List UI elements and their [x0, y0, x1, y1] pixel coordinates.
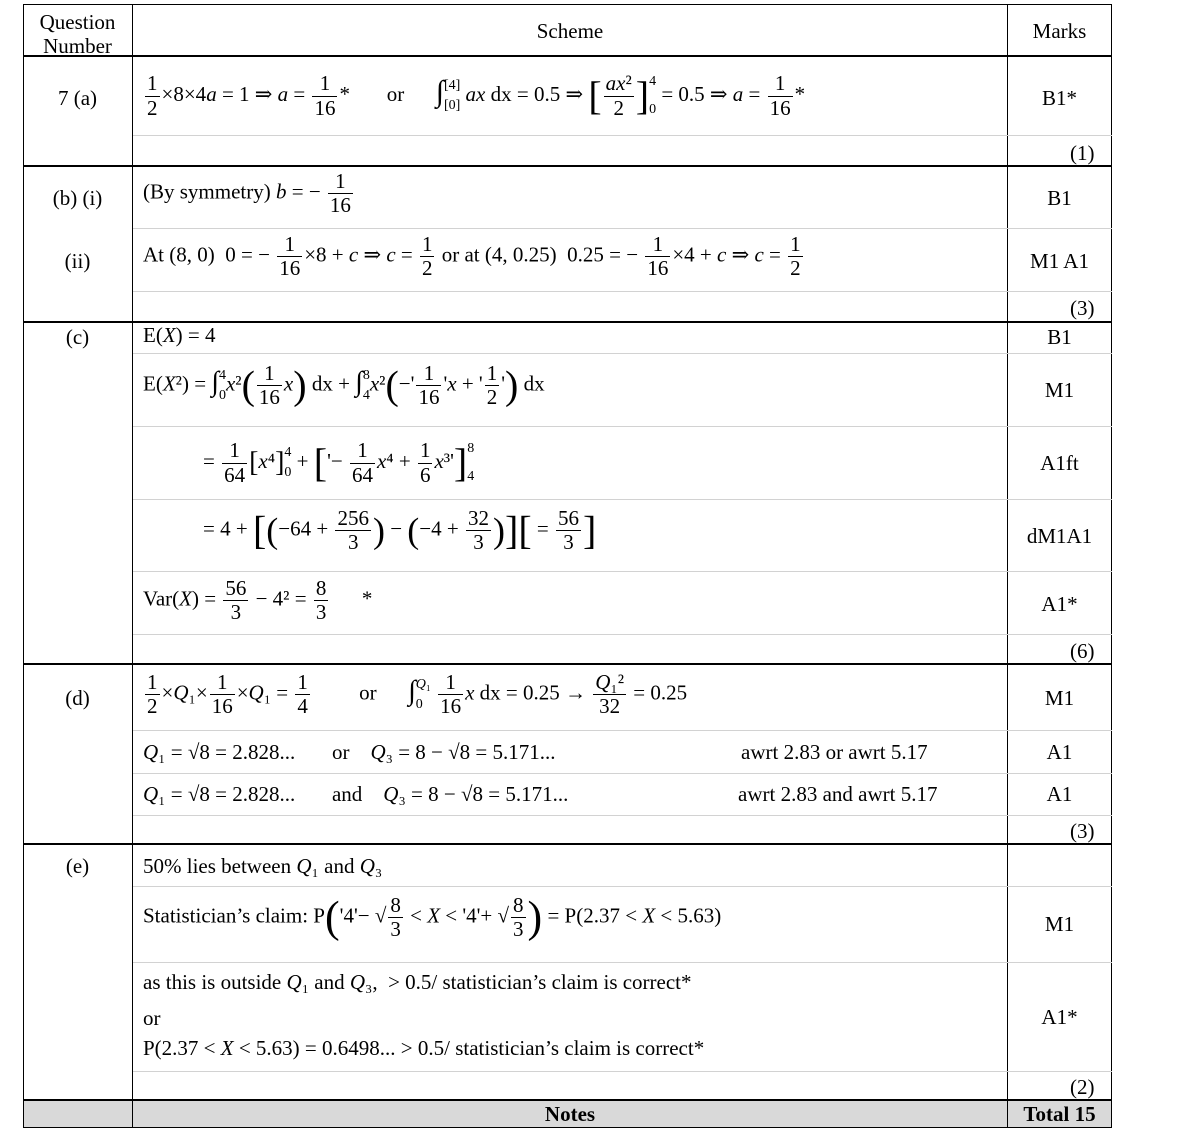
header-scheme: Scheme — [536, 19, 604, 43]
row-divider — [133, 962, 1112, 963]
row-divider — [133, 353, 1112, 354]
row-divider — [133, 773, 1112, 774]
row-divider — [133, 291, 1112, 292]
mark-c-3: A1ft — [1040, 451, 1079, 475]
table-border-top — [23, 4, 1112, 5]
mark-d-1: M1 — [1044, 686, 1075, 710]
row-divider — [133, 730, 1112, 731]
mark-e-2: M1 — [1044, 912, 1075, 936]
total-b: (3) — [1070, 296, 1095, 320]
question-label-7a: 7 (a) — [57, 86, 98, 110]
scheme-e-5: P(2.37 < X < 5.63) = 0.6498... > 0.5/ statistician’s claim is correct* — [143, 1036, 705, 1060]
scheme-d-2: Q₁ = √8 = 2.828... or Q₃ = 8 − √8 = 5.171... — [143, 740, 556, 764]
question-label-d: (d) — [65, 686, 90, 710]
column-divider-marks — [1007, 4, 1008, 1128]
scheme-b-i: (By symmetry) b = − $\frac{1}{16}$ — [143, 169, 351, 218]
row-divider — [133, 886, 1112, 887]
scheme-c-ex: E(X) = 4 — [143, 323, 216, 347]
notes-divider — [23, 1099, 1112, 1101]
scheme-b-ii: At (8, 0) 0 = − $\frac{1}{16}$ ×8 + c ⇒ c = $\frac{1}{2}$ or at (4, 0.25) 0.25 = − $\frac{1}{16}$ ×4 + c ⇒ c = $\frac{1}{2}$ — [143, 232, 801, 281]
column-divider-scheme — [132, 4, 133, 1128]
question-divider — [23, 165, 1112, 167]
row-divider — [133, 499, 1112, 500]
scheme-d-3: Q₁ = √8 = 2.828... and Q₃ = 8 − √8 = 5.171... — [143, 782, 569, 806]
table-border-right — [1111, 4, 1112, 1128]
row-divider — [133, 426, 1112, 427]
row-divider — [133, 228, 1112, 229]
row-divider — [133, 135, 1112, 136]
row-divider — [133, 634, 1112, 635]
mark-d-3: A1 — [1046, 782, 1073, 806]
row-divider — [133, 571, 1112, 572]
total-marks: Total 15 — [1023, 1102, 1096, 1126]
scheme-c-integrated: = $\frac{1}{64}$ [x⁴]4 0 + ['− $\frac{1}{64}$ x⁴ + $\frac{1}{6}$ x³']8 4 — [203, 438, 475, 487]
mark-7a: B1* — [1041, 86, 1077, 110]
mark-c-4: dM1A1 — [1026, 524, 1093, 548]
scheme-c-evaluated: = 4 + [(−64 + $\frac{256}{3}$ ) − (−4 + $\frac{32}{3}$ )][ = $\frac{56}{3}$ ] — [203, 506, 597, 555]
row-divider — [133, 1071, 1112, 1072]
scheme-e-or: or — [143, 1006, 161, 1030]
scheme-c-var: Var(X) = $\frac{56}{3}$ − 4² = $\frac{8}{3}$ * — [143, 576, 373, 625]
table-border-left — [23, 4, 24, 1128]
row-divider — [133, 815, 1112, 816]
scheme-7a: $\frac{1}{2}$ ×8×4a = 1 ⇒ a = $\frac{1}{16}$ * or ∫[4] [0] ax dx = 0.5 ⇒ [ $\frac{\text{ax²}}{2}$ ]4 0 = 0.5 ⇒ a = $\frac{1}{16}$ * — [147, 71, 806, 120]
header-question-number: Question Number — [39, 10, 116, 58]
scheme-c-ex2: E(X²) = ∫4 0x²( $\frac{1}{16}$ x) dx + ∫8 4x²(−' $\frac{1}{16}$ 'x + ' $\frac{1}{2}$ ') dx — [143, 361, 545, 410]
scheme-e-1: 50% lies between Q₁ and Q₃ — [143, 854, 383, 878]
question-label-b-ii: (ii) — [64, 249, 91, 273]
question-divider — [23, 843, 1112, 845]
mark-c-2: M1 — [1044, 378, 1075, 402]
note-d-2: awrt 2.83 or awrt 5.17 — [741, 740, 928, 764]
mark-b-i: B1 — [1047, 186, 1072, 210]
header-divider — [23, 55, 1112, 57]
total-7a: (1) — [1070, 141, 1095, 165]
note-d-3: awrt 2.83 and awrt 5.17 — [738, 782, 938, 806]
mark-b-ii: M1 A1 — [1030, 249, 1089, 273]
mark-d-2: A1 — [1046, 740, 1073, 764]
scheme-d-1: $\frac{1}{2}$ ×Q₁× $\frac{1}{16}$ ×Q₁ = $\frac{1}{4}$ or ∫Q₁ 0 $\frac{1}{16}$ x dx = 0.25 → $\frac{\text{Q₁²}}{32}$ = 0.25 — [147, 670, 688, 719]
total-e: (2) — [1070, 1075, 1095, 1099]
mark-e-3: A1* — [1041, 1005, 1078, 1029]
mark-scheme-table — [23, 4, 1112, 1128]
scheme-e-3: as this is outside Q₁ and Q₃, > 0.5/ statistician’s claim is correct* — [143, 970, 692, 994]
notes-heading: Notes — [544, 1102, 596, 1126]
total-d: (3) — [1070, 819, 1095, 843]
question-label-c: (c) — [65, 325, 90, 349]
question-label-e: (e) — [65, 854, 90, 878]
scheme-e-2: Statistician’s claim: P('4'− √ $\frac{8}{3}$ < X < '4'+ √ $\frac{8}{3}$ ) = P(2.37 < X < 5.63) — [143, 892, 722, 942]
question-label-b-i: (b) (i) — [52, 186, 103, 210]
question-divider — [23, 663, 1112, 665]
total-c: (6) — [1070, 639, 1095, 663]
mark-c-5: A1* — [1041, 592, 1078, 616]
mark-c-1: B1 — [1047, 325, 1072, 349]
header-marks: Marks — [1032, 19, 1087, 43]
